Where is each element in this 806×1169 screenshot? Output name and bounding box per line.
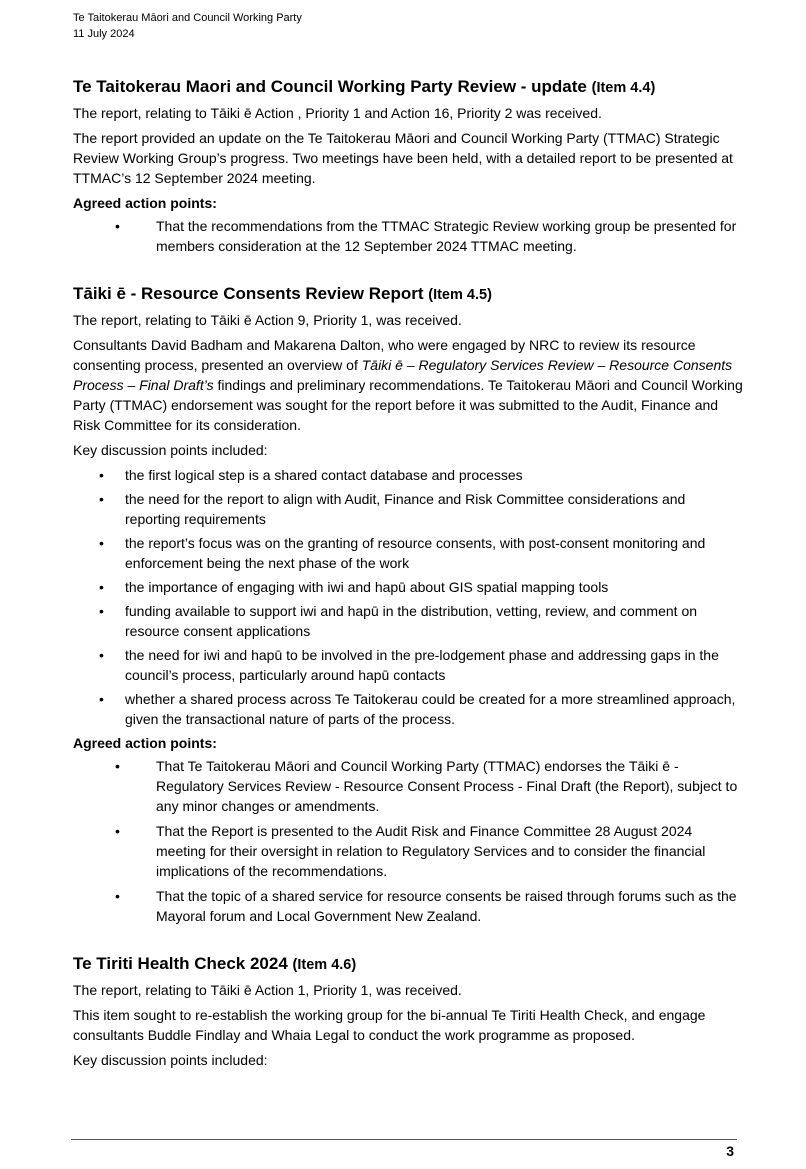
section-item-4-6 [73,953,743,1070]
heading-text: Tāiki ē - Resource Consents Review Report [73,284,424,303]
agreed-action-label: Agreed action points: [73,735,217,751]
report-title-italic: Tāiki ē – Regulatory Services Review – Resource Consents Process – Final Draft’s [73,357,733,393]
item-number: (Item 4.4) [591,80,656,96]
paragraph: The report, relating to Tāiki ē Action 1, Priority 1, was received. [73,982,462,998]
list-item-text: whether a shared process across Te Taitokerau could be created for a more streamlined approach, given the transactional nature of parts of the process. [125,691,736,727]
list-item [73,489,743,529]
bullet-icon: • [115,218,120,234]
list-item-text: the first logical step is a shared contact database and processes [125,467,523,483]
document-body [73,76,743,1075]
list-item-text: That the topic of a shared service for resource consents be raised through forums such as the Mayoral forum and Local Government New Zealand. [156,888,737,924]
footer-rule [71,1139,737,1140]
item-number: (Item 4.6) [292,957,357,973]
paragraph: This item sought to re-establish the working group for the bi-annual Te Tiriti Health Check, and engage consultants Buddle Findlay and Whaia Legal to conduct the work programme as proposed. [73,1007,706,1043]
page-number: 3 [726,1143,734,1159]
heading-text: Te Tiriti Health Check 2024 [73,954,288,973]
bullet-icon: • [99,535,104,551]
bullet-icon: • [115,758,120,774]
list-item [73,821,743,881]
bullet-icon: • [99,647,104,663]
list-item [73,689,743,729]
key-discussion-label: Key discussion points included: [73,442,268,458]
agreed-action-list [73,216,743,256]
list-item [73,533,743,573]
item-number: (Item 4.5) [428,287,492,303]
bullet-icon: • [115,888,120,904]
paragraph-text: Consultants David Badham and Makarena Dalton, who were engaged by NRC to review its resource consenting process, presented an overview of [73,337,696,373]
section-heading [73,76,743,99]
list-item-text: That the Report is presented to the Audit Risk and Finance Committee 28 August 2024 meeting for their oversight in relation to Regulatory Services and to consider the financial implications of the recommendations. [156,823,706,879]
paragraph-text: findings and preliminary recommendations. Te Taitokerau Māori and Council Working Party (TTMAC) endorsement was sought for the report before it was submitted to the Audit, Finance and Risk Committee for its consideration. [73,377,743,433]
agreed-action-list [73,756,743,926]
bullet-icon: • [99,491,104,507]
section-item-4-4 [73,76,743,256]
running-header [73,10,302,42]
discussion-points-list [73,465,743,729]
list-item [73,645,743,685]
list-item-text: That the recommendations from the TTMAC Strategic Review working group be presented for members consideration at the 12 September 2024 TTMAC meeting. [156,218,737,254]
list-item [73,601,743,641]
list-item [73,216,743,256]
list-item [73,577,743,597]
list-item [73,756,743,816]
bullet-icon: • [99,467,104,483]
paragraph [73,335,743,435]
list-item-text: the need for iwi and hapū to be involved in the pre-lodgement phase and addressing gaps in the council’s process, particularly around hapū contacts [125,647,719,683]
agreed-action-label: Agreed action points: [73,195,217,211]
paragraph: The report, relating to Tāiki ē Action , Priority 1 and Action 16, Priority 2 was received. [73,105,602,121]
bullet-icon: • [99,579,104,595]
bullet-icon: • [99,603,104,619]
bullet-icon: • [99,691,104,707]
list-item-text: the report’s focus was on the granting of resource consents, with post-consent monitoring and enforcement being the next phase of the work [125,535,706,571]
heading-text: Te Taitokerau Maori and Council Working Party Review - update [73,77,587,96]
section-item-4-5 [73,283,743,926]
list-item [73,886,743,926]
list-item-text: That Te Taitokerau Māori and Council Working Party (TTMAC) endorses the Tāiki ē - Regulatory Services Review - Resource Consent Process - Final Draft (the Report), subject to any minor changes or amendments. [156,758,738,814]
paragraph: The report, relating to Tāiki ē Action 9, Priority 1, was received. [73,312,462,328]
list-item-text: the importance of engaging with iwi and hapū about GIS spatial mapping tools [125,579,609,595]
section-heading [73,953,743,976]
list-item-text: the need for the report to align with Audit, Finance and Risk Committee considerations and reporting requirements [125,491,686,527]
bullet-icon: • [115,823,120,839]
paragraph: The report provided an update on the Te Taitokerau Māori and Council Working Party (TTMAC) Strategic Review Working Group’s progress. Two meetings have been held, with a detailed report to be presented at TTMAC’s 12 September 2024 meeting. [73,130,733,186]
list-item-text: funding available to support iwi and hapū in the distribution, vetting, review, and comment on resource consent applications [125,603,698,639]
header-org: Te Taitokerau Māori and Council Working Party [73,12,302,24]
list-item [73,465,743,485]
key-discussion-label: Key discussion points included: [73,1052,268,1068]
section-heading [73,283,743,306]
header-date: 11 July 2024 [73,28,135,40]
